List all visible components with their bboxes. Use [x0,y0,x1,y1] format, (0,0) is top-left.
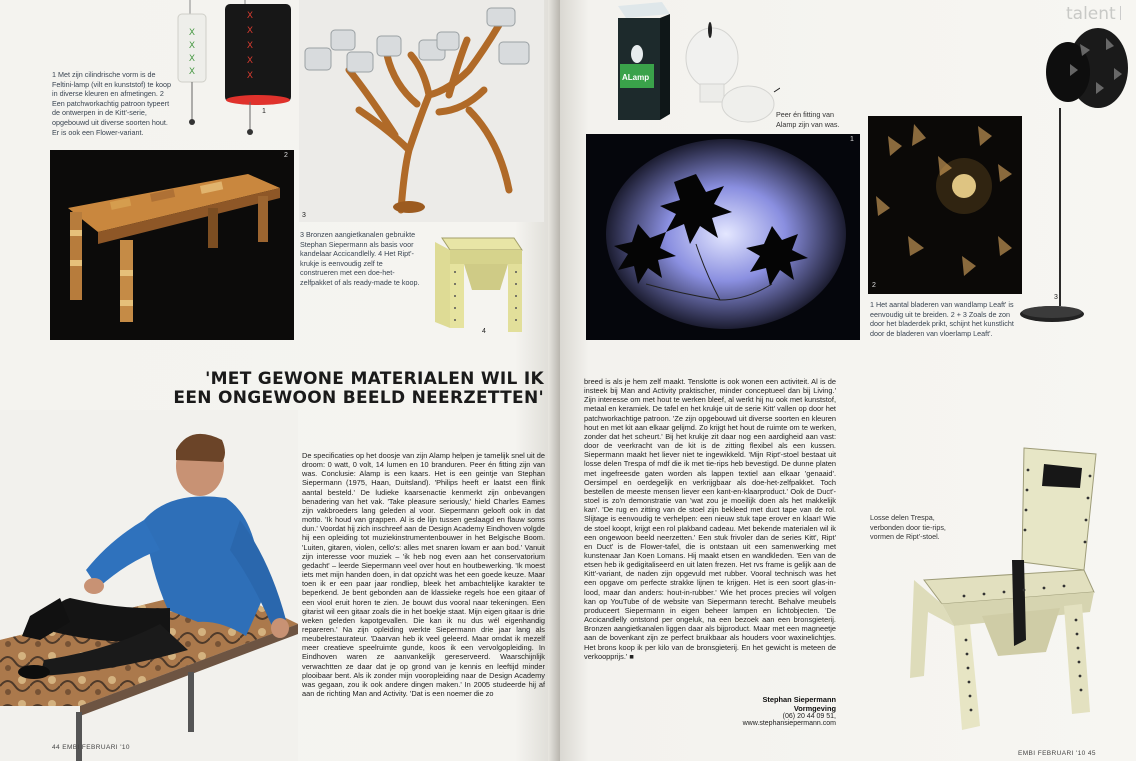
leaft-floor-lamp-photo [1010,24,1136,344]
accicandlelly-photo [299,0,544,222]
credit-contact: (06) 20 44 09 51, www.stephansiepermann.com [742,713,836,727]
fig-label-3: 3 [302,212,306,219]
leaft-wall-lamp-photo [586,134,860,340]
article-body-right-text: breed is als je hem zelf maakt. Tenslotte is ook wonen een activiteit. Al is de insteek bij Man and Activity praktischer, minder conceptueel dan bij Living.' Zijn interesse om met hout te werken bleef, al werkt hij nu ook met kunststof, metaal en keramiek. De tafel en het krukje uit de serie Kitt' vallen op door het patchworkachtige patroon. 'Ze zijn opgebouwd uit diverse soorten en kleuren hout en met kit aan elkaar gelijmd. Zo krijgt het hout de ruimte om te werken, zonder dat het scheurt.' Bij het krukje zit daar nog een aardigheid aan vast: door de veerkracht van de kit is de zitting flexibel als een kussen. Siepermann maakt het liever niet te ingewikkeld. 'Mijn Ript'-stoel bestaat uit losse delen Trespa of mdf die ik met tie-rips heb bevestigd. De dunne platen met ingefreesde gaten worden als lappen textiel aan elkaar 'genaaid'. Oersimpel en oerdegelijk en verkrijgbaar als doe-het-zelfpakket. Toch bestellen de meeste mensen liever een kant-en-klaarproduct.' Ook de Duct'-stoel is zo'n demonstratie van 'wat zou je moeilijk doen als het makkelijk kan'. 'De rug en zitting van de stoel zijn bekleed met duct tape van de rol. Slijtage is eenvoudig te verhelpen: een nieuw stuk tape erover en klaar! Wie de stoel koopt, krijgt een rol plakband cadeau. Met bekende materialen wil ik een ongewoon beeld neerzetten.' Een stuk frivoler dan de series Kitt', Ript' en Duct' is de Flower-tafel, die is ontstaan uit een samenwerking met kunstenaar Jan Koen Lomans. Hij maakt etsen en wandkleden. 'Een van de etsen heb ik gedigitaliseerd en uit laten frezen. Het rvs frame is gelijk aan de Kitt'-variant, de naden zijn opgevuld met rubber. Vooral technisch was het een opgave om perfecte strakke lijnen te krijgen. Het is een soort glas-in-lood, maar dan anders: hout-in-rubber.' Wie het proces precies wil volgen kan op YouTube of de website van Siepermann terecht. Behalve meubels produceert Siepermann in eigen beheer lampen en lichtobjecten. 'De Accicandlelly ontstond per ongeluk, na een bezoek aan een bronsgieterij. Bronzen aangietkanalen liggen daar als bijproduct. Maar met een magneetje aan de bovenkant zijn ze perfect bruikbaar als houders voor waxinelichtjes. Het brons koop ik per kilo van de bronsgieterij. En het gewicht is meteen de verkoopprijs.' ■ [584,377,836,661]
credit-name: Stephan Siepermann Vormgeving [762,695,836,713]
ript-stool-photo [430,228,530,340]
caption-feltini-kitt: 1 Met zijn cilindrische vorm is de Feltini-lamp (vilt en kunststof) te koop in diverse kleuren en afmetingen. 2 Een patchworkachtig patroon typeert de ontwerpen in de Kitt'-serie, opgebouwd uit diverse soorten hout. Er is ook een Flower-variant. [52,70,172,137]
ript-chair-photo [894,440,1114,730]
headline [120,370,544,408]
svg-text:X: X [188,28,196,38]
article-body-right [584,377,836,675]
right-page [560,0,1136,761]
svg-text:X: X [246,11,254,21]
left-page [0,0,560,761]
svg-text:X: X [246,26,254,36]
caption-ript-chair: Losse delen Trespa, verbonden door tie-rips, vormen de Ript'-stoel. [870,513,946,542]
credit-box [730,695,836,727]
leaft-detail-photo [868,116,1022,294]
article-body-left [302,451,545,731]
svg-text:X: X [188,41,196,51]
leaft-fig-2: 2 [872,282,876,289]
article-body-left-text: De specificaties op het doosje van zijn Alamp helpen je tamelijk snel uit de droom: 0 watt, 0 volt, 14 lumen en 10 branduren. Peer én fitting zijn van was. Conclusie: Alamp is een kaars. Het is een geintje van Stephan Siepermann (1975, Haan, Duitsland). 'Philips heeft er laatst een flink aantal besteld.' De ludieke kaarsenactie kenmerkt zijn onbevangen benadering van het vak. 'Take pleasure seriously,' hield Charles Eames zijn vakbroeders lang geleden al voor. Siepermann gelooft ook in dat motto. 'Ik houd van grappen. Al is de lijn tussen geslaagd en flauw soms dun.' Voordat hij zich inschreef aan de Design Academy Eindhoven volgde hij een opleiding tot muziekinstrumentenbouwer in het Belgische Boom. 'Luiten, gitaren, violen, cello's: alles met snaren kwam er aan bod.' Vanuit zijn interesse voor muziek – 'ik heb nog even aan het conservatorium gedacht' – leerde Siepermann veel over hout en houtbewerking. 'Ik moest iets met mijn handen doen, in dat opzicht was het een goede keuze. Maar toen ik er een paar jaar rondliep, bleek het ambachtelijke karakter te beperkend. Je bent gebonden aan de klassieke regels hoe een gitaar of een viool eruit horen te zien. Je bouwt dus vooral naar tekeningen. Een gitarist wil een gitaar zoals die in het boekje staat. Mijn eigen gitaar is drie weken geleden kapotgevallen. Die kan ik nu dus wél eigenhandig repareren.' Na zijn opleiding werkte Siepermann drie jaar lang als meubelrestaurateur. 'Daarvan heb ik veel geleerd. Maar omdat ik mezelf meer creatieve speelruimte gunde, koos ik een vervolgopleiding. In Eindhoven waren ze aanvankelijk gereserveerd. Waarschijnlijk verwachtten ze daar dat je op grond van je kennis en leeftijd minder plooibaar bent. Als ik zonder mijn vooropleiding naar de Design Academy was gegaan, zou ik ook andere dingen maken.' In 2005 studeerde hij af aan de richting Man and Activity. 'Dat is een noemer die zo [302,451,545,699]
section-label: talent [1066,4,1116,24]
portrait-photo [0,410,298,761]
svg-text:X: X [246,41,254,51]
section-divider [1120,6,1121,20]
folio-right: EMBI FEBRUARI '10 45 [1018,750,1096,757]
svg-text:X: X [188,54,196,64]
headline-line-1: 'MET GEWONE MATERIALEN WIL IK [205,369,544,389]
alamp-box-label: ALamp [622,73,650,82]
kitt-table-photo [50,150,294,340]
folio-left: 44 EMBI FEBRUARI '10 [52,744,130,751]
svg-text:X: X [188,67,196,77]
caption-accicandlelly-ript: 3 Bronzen aangietkanalen gebruikte Stephan Siepermann als basis voor kandelaar Accicandlelly. 4 Het Ript'-krukje is eenvoudig zelf te construeren met een doe-het-zelfpakket of als ready-made te koop. [300,230,420,287]
feltini-lamps-photo [170,0,300,140]
svg-text:X: X [246,71,254,81]
alamp-photo [610,0,780,132]
fig-label-1: 1 [262,108,266,115]
leaft-fig-1: 1 [850,136,854,143]
svg-text:X: X [246,56,254,66]
caption-leaft: 1 Het aantal bladeren van wandlamp Leaft' is eenvoudig uit te breiden. 2 + 3 Zoals de zon door het bladerdek prikt, schijnt het kunstlicht door de bladeren van vloerlamp Leaft'. [870,300,1014,338]
caption-alamp: Peer én fitting van Alamp zijn van was. [776,110,840,129]
headline-line-2: EEN ONGEWOON BEELD NEERZETTEN' [173,388,544,408]
fig-label-2: 2 [284,152,288,159]
leaft-fig-3: 3 [1054,294,1058,301]
fig-label-4: 4 [482,328,486,335]
